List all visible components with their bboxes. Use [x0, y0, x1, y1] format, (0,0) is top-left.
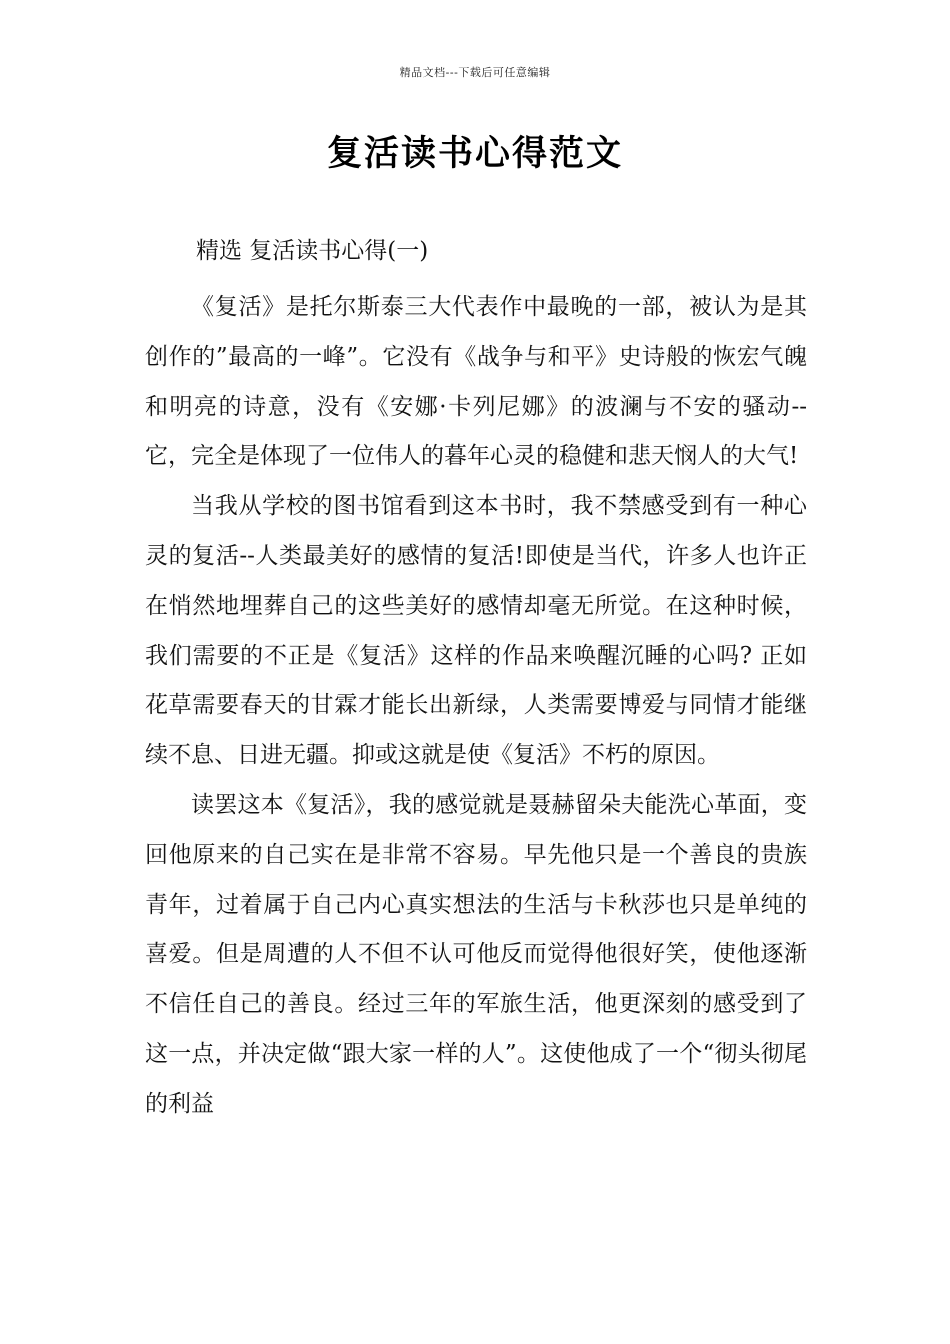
- document-title: 复活读书心得范文: [326, 133, 623, 174]
- paragraph: 当我从学校的图书馆看到这本书时，我不禁感受到有一种心灵的复活--人类最美好的感情的复活!即使是当代，许多人也许正在悄然地埋葬自己的这些美好的感情却毫无所觉。在这种时候，我们需要的不正是《复活》这样的作品来唤醒沉睡的心吗? 正如花草需要春天的甘霖才能长出新绿，人类需要博爱与同情才能继续不息、日进无疆。抑或这就是使《复活》不朽的原因。: [145, 493, 807, 769]
- paragraph: 读罢这本《复活》，我的感觉就是聂赫留朵夫能洗心革面，变回他原来的自己实在是非常不容易。早先他只是一个善良的贵族青年，过着属于自己内心真实想法的生活与卡秋莎也只是单纯的喜爱。但是周遭的人不但不认可他反而觉得他很好笑，使他逐渐不信任自己的善良。经过三年的军旅生活，他更深刻的感受到了这一点，并决定做“跟大家一样的人”。这使他成了一个“彻头彻尾的利益: [145, 791, 807, 1117]
- paragraph: 《复活》是托尔斯泰三大代表作中最晚的一部，被认为是其创作的”最高的一峰”。它没有《战争与和平》史诗般的恢宏气魄和明亮的诗意，没有《安娜·卡列尼娜》的波澜与不安的骚动--它，完全是体现了一位伟人的暮年心灵的稳健和悲天悯人的大气!: [145, 294, 807, 470]
- document-body: [145, 283, 807, 1130]
- section-heading: 精选 复活读书心得(一): [196, 238, 429, 264]
- header-note: 精品文档---下载后可任意编辑: [399, 66, 551, 79]
